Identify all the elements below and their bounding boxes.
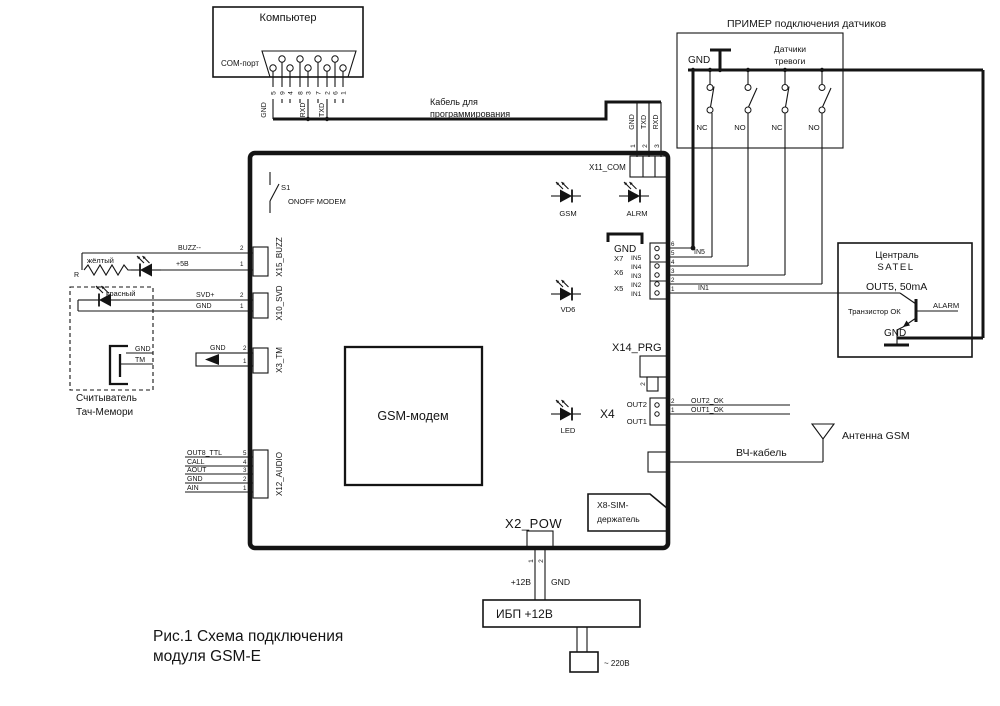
x10-label: X10_SVD <box>275 285 284 321</box>
x3-pin-2: 2 <box>243 345 247 352</box>
out2-ok-label: OUT2_OK <box>691 398 724 405</box>
s1-function-label: ONOFF MODEM <box>288 197 346 206</box>
led-alrm-label: ALRM <box>626 209 648 218</box>
x11-pin-3: 3 <box>654 144 661 148</box>
x15-pin-1: 1 <box>240 261 244 268</box>
resistor-icon <box>84 265 131 275</box>
x14-pin-2: 2 <box>640 382 647 386</box>
pin-number: 8 <box>297 91 305 95</box>
wire-in5-label: IN5 <box>694 249 705 256</box>
x3-label: X3_TM <box>275 347 284 373</box>
sensor-switch-icon <box>697 70 714 132</box>
led-icon-alrm <box>619 182 649 203</box>
gsm-modem-label: GSM-модем <box>377 409 449 423</box>
x11-label: X11_COM <box>589 163 626 172</box>
mains-plug-icon <box>570 652 598 672</box>
x12-pin-1: 1 <box>243 485 247 492</box>
sig-in5: IN5 <box>631 255 642 262</box>
x15-pin-2: 2 <box>240 245 244 252</box>
tm-cable-gnd: GND <box>210 345 226 352</box>
caption-line-1: Рис.1 Схема подключения <box>153 628 344 645</box>
pin-number: 1 <box>340 91 348 95</box>
computer-title: Компьютер <box>259 12 317 24</box>
sensors-title: ПРИМЕР подключения датчиков <box>727 18 887 30</box>
antenna-icon <box>812 424 834 439</box>
x12-pin-4: 4 <box>243 459 247 466</box>
reader-label-2: Тач-Мемори <box>76 407 134 418</box>
gnd-flag-icon <box>608 234 642 244</box>
antenna-label: Антенна GSM <box>842 430 910 442</box>
psu-label: ИБП +12В <box>496 607 553 621</box>
x11-sig-gnd: GND <box>629 114 636 130</box>
pin-number: 2 <box>324 91 332 95</box>
status-leds <box>551 182 649 435</box>
reader-label-1: Считыватель <box>76 393 137 404</box>
gsm-module-board <box>250 153 668 548</box>
satel-gnd-label: GND <box>884 328 907 339</box>
sig-in4: IN4 <box>631 264 642 271</box>
caption-line-2: модуля GSM-E <box>153 648 261 665</box>
x2-pin-1: 1 <box>528 559 535 563</box>
sensors-label-1: Датчики <box>773 44 807 54</box>
connector-x4 <box>600 398 790 426</box>
led-out-label: LED <box>560 426 576 435</box>
connector-x11-com <box>589 102 668 177</box>
satel-title-1: Централь <box>875 250 919 261</box>
programming-cable <box>273 97 661 121</box>
db9-connector-icon <box>262 51 356 77</box>
gsm-modem-block <box>345 347 482 485</box>
connector-x12-audio <box>185 450 284 498</box>
sensors-gnd-label: GND <box>688 55 711 66</box>
pin-number: 7 <box>315 91 323 95</box>
rf-cable-label: ВЧ-кабель <box>736 447 787 459</box>
pin-number: 5 <box>270 91 278 95</box>
inputs-gnd-label: GND <box>614 244 637 255</box>
gnd-bus-net <box>688 68 983 338</box>
led-icon-yellow <box>131 256 161 277</box>
pin-number: 6 <box>332 91 340 95</box>
probe-gnd-label: GND <box>135 346 151 353</box>
x12-sig-gnd: GND <box>187 476 203 483</box>
switch-type: NO <box>808 123 820 132</box>
switch-s1 <box>270 172 346 213</box>
pin-number: 3 <box>305 91 313 95</box>
group-x6: X6 <box>614 268 624 277</box>
probe-tm-label: TM <box>135 357 146 364</box>
sensor-switch-icon <box>734 70 757 132</box>
svd-signal: SVD+ <box>196 292 215 299</box>
com-port-label: COM-порт <box>221 59 260 68</box>
sig-in2: IN2 <box>631 282 642 289</box>
buzzer-led-circuit <box>74 237 284 279</box>
plus5v-signal: +5В <box>176 261 189 268</box>
x12-label: X12_AUDIO <box>275 451 284 497</box>
x12-pin-2: 2 <box>243 476 247 483</box>
inpin-3: 3 <box>671 268 675 275</box>
pin-number: 9 <box>279 91 287 95</box>
sig-in1: IN1 <box>631 291 642 298</box>
sig-in3: IN3 <box>631 273 642 280</box>
led-icon-gsm <box>551 182 581 203</box>
sensors-label-2: тревоги <box>774 56 806 66</box>
satel-title-2: SATEL <box>877 262 915 273</box>
inpin-6: 6 <box>671 241 675 248</box>
x12-sig-ain: AIN <box>187 485 199 492</box>
connector-x14-prg <box>612 342 668 391</box>
x12-sig-out8ttl: OUT8_TTL <box>187 450 223 457</box>
wire-in1-label: IN1 <box>698 285 709 292</box>
led-icon-out <box>551 400 581 421</box>
inpin-1: 1 <box>671 286 675 293</box>
x11-pin-1: 1 <box>630 144 637 148</box>
x12-sig-aout: AOUT <box>187 467 207 474</box>
led-color-yellow: жёлтый <box>87 256 114 265</box>
plus12v-label: +12В <box>510 577 531 587</box>
x3-pin-1: 1 <box>243 358 247 365</box>
led-vd6-label: VD6 <box>560 305 576 314</box>
x2-pin-2: 2 <box>538 559 545 563</box>
inpin-5: 5 <box>671 250 675 257</box>
inpin-4: 4 <box>671 259 675 266</box>
cable-label-2: программирования <box>430 109 511 119</box>
switch-type: NO <box>734 123 746 132</box>
sim-label-1: X8-SIM- <box>597 500 629 510</box>
x11-pin-2: 2 <box>642 144 649 148</box>
x10-pin-2: 2 <box>240 292 244 299</box>
led-icon-vd6 <box>551 280 581 301</box>
x4-pin-2: 2 <box>671 398 675 405</box>
inpin-2: 2 <box>671 277 675 284</box>
svd-gnd-signal: GND <box>196 303 212 310</box>
signal-gnd: GND <box>261 102 268 118</box>
signal-txd: TXD <box>319 103 326 117</box>
power-circuit <box>483 516 640 672</box>
x11-sig-rxd: RXD <box>653 114 660 130</box>
signal-rxd: RXD <box>300 102 307 118</box>
cable-label-1: Кабель для <box>430 97 478 107</box>
pin-number: 4 <box>287 91 295 95</box>
x4-label: X4 <box>600 407 615 421</box>
resistor-label: R <box>74 272 80 279</box>
x12-sig-call: CALL <box>187 459 205 466</box>
db9-pin-numbers <box>271 91 348 95</box>
buzz-signal: BUZZ-- <box>178 245 201 252</box>
x12-pin-5: 5 <box>243 450 247 457</box>
sensors-example-block <box>677 18 887 148</box>
x12-pin-3: 3 <box>243 467 247 474</box>
pow-gnd-label: GND <box>551 577 571 587</box>
group-x7: X7 <box>614 254 624 263</box>
sensor-switch-icon <box>808 70 831 132</box>
transistor-label: Транзистор ОК <box>848 307 901 316</box>
x4-out2: OUT2 <box>626 400 647 409</box>
input-connector-block <box>608 113 900 299</box>
touch-memory-reader <box>76 345 284 418</box>
switch-type: NC <box>771 123 783 132</box>
x4-pin-1: 1 <box>671 407 675 414</box>
satel-panel-block <box>838 243 972 357</box>
out1-ok-label: OUT1_OK <box>691 407 724 414</box>
mains-label: ~ 220В <box>604 659 630 668</box>
group-x5: X5 <box>614 284 624 293</box>
led-gsm-label: GSM <box>559 209 577 218</box>
sim-label-2: держатель <box>597 514 640 524</box>
s1-label: S1 <box>281 183 291 192</box>
led-color-red: красный <box>106 289 136 298</box>
sim-holder-block <box>588 494 668 531</box>
x4-out1: OUT1 <box>626 417 647 426</box>
figure-caption <box>153 628 343 665</box>
x14-label: X14_PRG <box>612 342 662 354</box>
x10-pin-1: 1 <box>240 303 244 310</box>
computer-block <box>213 7 363 119</box>
switch-type: NC <box>696 123 708 132</box>
x11-sig-txd: TXD <box>641 115 648 129</box>
x2-label: X2_POW <box>505 516 563 531</box>
sensor-switch-icon <box>772 70 789 132</box>
out5-label: OUT5, 50mA <box>866 281 928 293</box>
antenna-circuit <box>648 424 910 472</box>
alarm-label: ALARM <box>933 301 960 310</box>
x15-label: X15_BUZZ <box>275 237 284 277</box>
